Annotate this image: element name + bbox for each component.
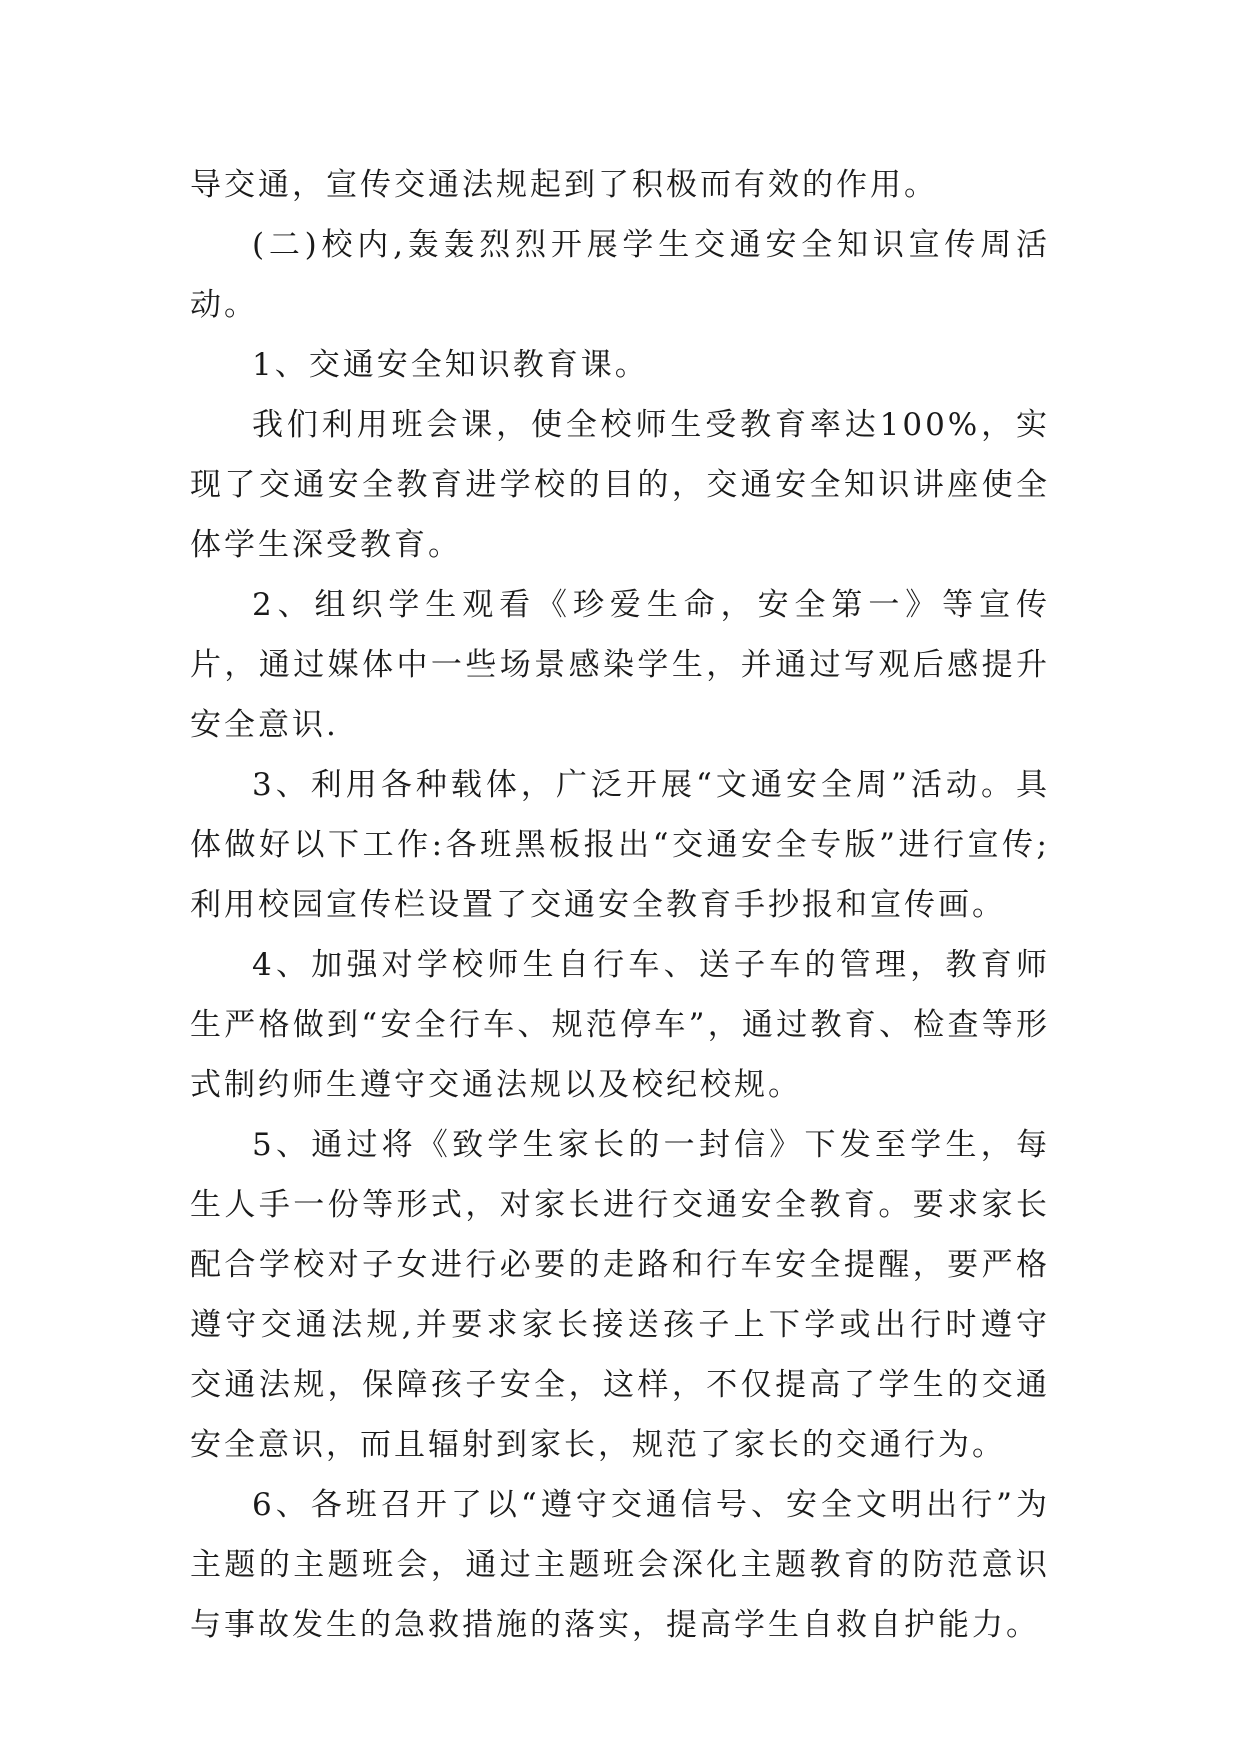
paragraph-item-2: 2、组织学生观看《珍爱生命，安全第一》等宣传片，通过媒体中一些场景感染学生，并通过写观后感提升安全意识. — [190, 587, 1050, 743]
document-body — [190, 155, 1050, 1655]
paragraph-item-1-body: 我们利用班会课，使全校师生受教育率达100%，实现了交通安全教育进学校的目的，交通安全知识讲座使全体学生深受教育。 — [190, 407, 1050, 563]
paragraph-item-4: 4、加强对学校师生自行车、送子车的管理，教育师生严格做到“安全行车、规范停车”，通过教育、检查等形式制约师生遵守交通法规以及校纪校规。 — [190, 947, 1050, 1103]
paragraph-item-1-heading: 1、交通安全知识教育课。 — [252, 347, 649, 383]
paragraph-item-5: 5、通过将《致学生家长的一封信》下发至学生，每生人手一份等形式，对家长进行交通安全教育。要求家长配合学校对子女进行必要的走路和行车安全提醒，要严格遵守交通法规,并要求家长接送孩子上下学或出行时遵守交通法规，保障孩子安全，这样，不仅提高了学生的交通安全意识，而且辐射到家长，规范了家长的交通行为。 — [190, 1127, 1050, 1463]
paragraph-section-heading: (二)校内,轰轰烈烈开展学生交通安全知识宣传周活动。 — [190, 227, 1050, 323]
paragraph-item-6: 6、各班召开了以“遵守交通信号、安全文明出行”为主题的主题班会，通过主题班会深化主题教育的防范意识与事故发生的急救措施的落实，提高学生自救自护能力。 — [190, 1487, 1050, 1643]
paragraph-continuation: 导交通，宣传交通法规起到了积极而有效的作用。 — [190, 167, 938, 203]
paragraph-item-3: 3、利用各种载体，广泛开展“文通安全周”活动。具体做好以下工作:各班黑板报出“交通安全专版”进行宣传;利用校园宣传栏设置了交通安全教育手抄报和宣传画。 — [190, 767, 1050, 923]
